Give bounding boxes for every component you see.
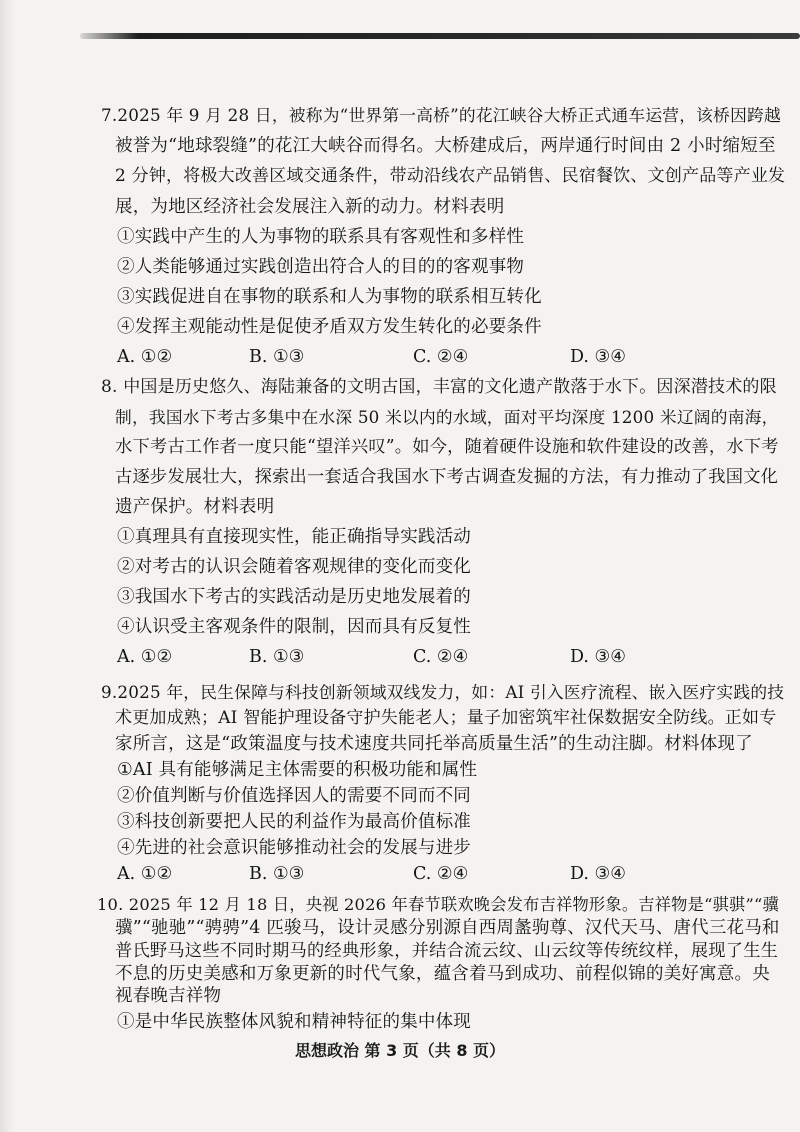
question-7-option-4: ④发挥主观能动性是促使矛盾双方发生转化的必要条件 [117,317,542,337]
question-10-stem-line-5: 视春晚吉祥物 [115,986,222,1006]
question-9-choices [117,862,637,886]
question-7-stem-line-3: 2 分钟，将极大改善区域交通条件，带动沿线农产品销售、民宿餐饮、文创产品等产业发 [115,166,786,186]
question-7-choices [117,345,637,369]
question-7-stem-line-2: 被誉为“地球裂缝”的花江大峡谷而得名。大桥建成后，两岸通行时间由 2 小时缩短至 [115,136,776,156]
question-10-stem-line-4: 不息的历史美感和万象更新的时代气象，蕴含着马到成功、前程似锦的美好寓意。央 [115,964,770,984]
question-8-choice-b: B. ①③ [249,647,305,667]
question-7-choice-d: D. ③④ [570,347,626,367]
question-9-option-3: ③科技创新要把人民的利益作为最高价值标准 [117,812,471,832]
question-9-choice-d: D. ③④ [570,864,626,884]
question-9-stem-line-2: 术更加成熟；AI 智能护理设备守护失能老人；量子加密筑牢社保数据安全防线。正如专 [115,708,777,728]
page-footer: 思想政治 第 3 页（共 8 页） [294,1041,506,1060]
question-10-option-1: ①是中华民族整体风貌和精神特征的集中体现 [117,1012,471,1032]
question-7-stem-line-4: 展，为地区经济社会发展注入新的动力。材料表明 [115,197,505,217]
question-9-stem-line-1: 9.2025 年，民生保障与科技创新领域双线发力，如：AI 引入医疗流程、嵌入医疗实践的技 [101,682,785,702]
question-8-stem-line-5: 遗产保护。材料表明 [115,497,275,517]
question-7-option-1: ①实践中产生的人为事物的联系具有客观性和多样性 [117,227,525,247]
question-8-option-4: ④认识受主客观条件的限制，因而具有反复性 [117,617,471,637]
question-8-option-1: ①真理具有直接现实性，能正确指导实践活动 [117,527,471,547]
question-9-choice-b: B. ①③ [249,864,305,884]
question-9-choice-c: C. ②④ [413,864,469,884]
question-7-option-3: ③实践促进自在事物的联系和人为事物的联系相互转化 [117,287,542,307]
question-9-option-1: ①AI 具有能够满足主体需要的积极功能和属性 [117,760,478,780]
question-9-option-2: ②价值判断与价值选择因人的需要不同而不同 [117,786,471,806]
question-8-stem-line-2: 制，我国水下考古多集中在水深 50 米以内的水域，面对平均深度 1200 米辽阔的南海， [115,407,779,427]
question-9-option-4: ④先进的社会意识能够推动社会的发展与进步 [117,838,471,858]
question-8-option-3: ③我国水下考古的实践活动是历史地发展着的 [117,587,471,607]
question-10-stem-line-3: 普氏野马这些不同时期马的经典形象，并结合流云纹、山云纹等传统纹样，展现了生生 [115,941,779,961]
question-7-stem-line-1: 7.2025 年 9 月 28 日，被称为“世界第一高桥”的花江峡谷大桥正式通车运营，该桥因跨越 [101,105,781,125]
question-8-stem-line-4: 古逐步发展壮大，探索出一套适合我国水下考古调查发掘的方法，有力推动了我国文化 [115,467,779,487]
question-8-option-2: ②对考古的认识会随着客观规律的变化而变化 [117,557,471,577]
question-7-choice-c: C. ②④ [413,347,469,367]
question-8-choice-c: C. ②④ [413,647,469,667]
question-9-choice-a: A. ①② [117,864,173,884]
question-8-choices [117,645,637,669]
question-8-choice-d: D. ③④ [570,647,626,667]
question-10-stem-line-1: 10. 2025 年 12 月 18 日，央视 2026 年春节联欢晚会发布吉祥物形象。吉祥物是“骐骐”“骥 [97,895,779,914]
question-7-option-2: ②人类能够通过实践创造出符合人的目的的客观事物 [117,257,525,277]
question-8-choice-a: A. ①② [117,647,173,667]
question-8-stem-line-1: 8. 中国是历史悠久、海陆兼备的文明古国，丰富的文化遗产散落于水下。因深潜技术的限 [101,377,777,397]
question-8-stem-line-3: 水下考古工作者一度只能“望洋兴叹”。如今，随着硬件设施和软件建设的改善，水下考 [115,437,779,457]
question-10-stem-line-2: 骥”“驰驰”“骋骋”4 匹骏马，设计灵感分别源自西周盠驹尊、汉代天马、唐代三花马和 [115,918,780,938]
question-7-choice-a: A. ①② [117,347,173,367]
question-7-choice-b: B. ①③ [249,347,305,367]
question-9-stem-line-3: 家所言，这是“政策温度与技术速度共同托举高质量生活”的生动注脚。材料体现了 [115,734,753,754]
